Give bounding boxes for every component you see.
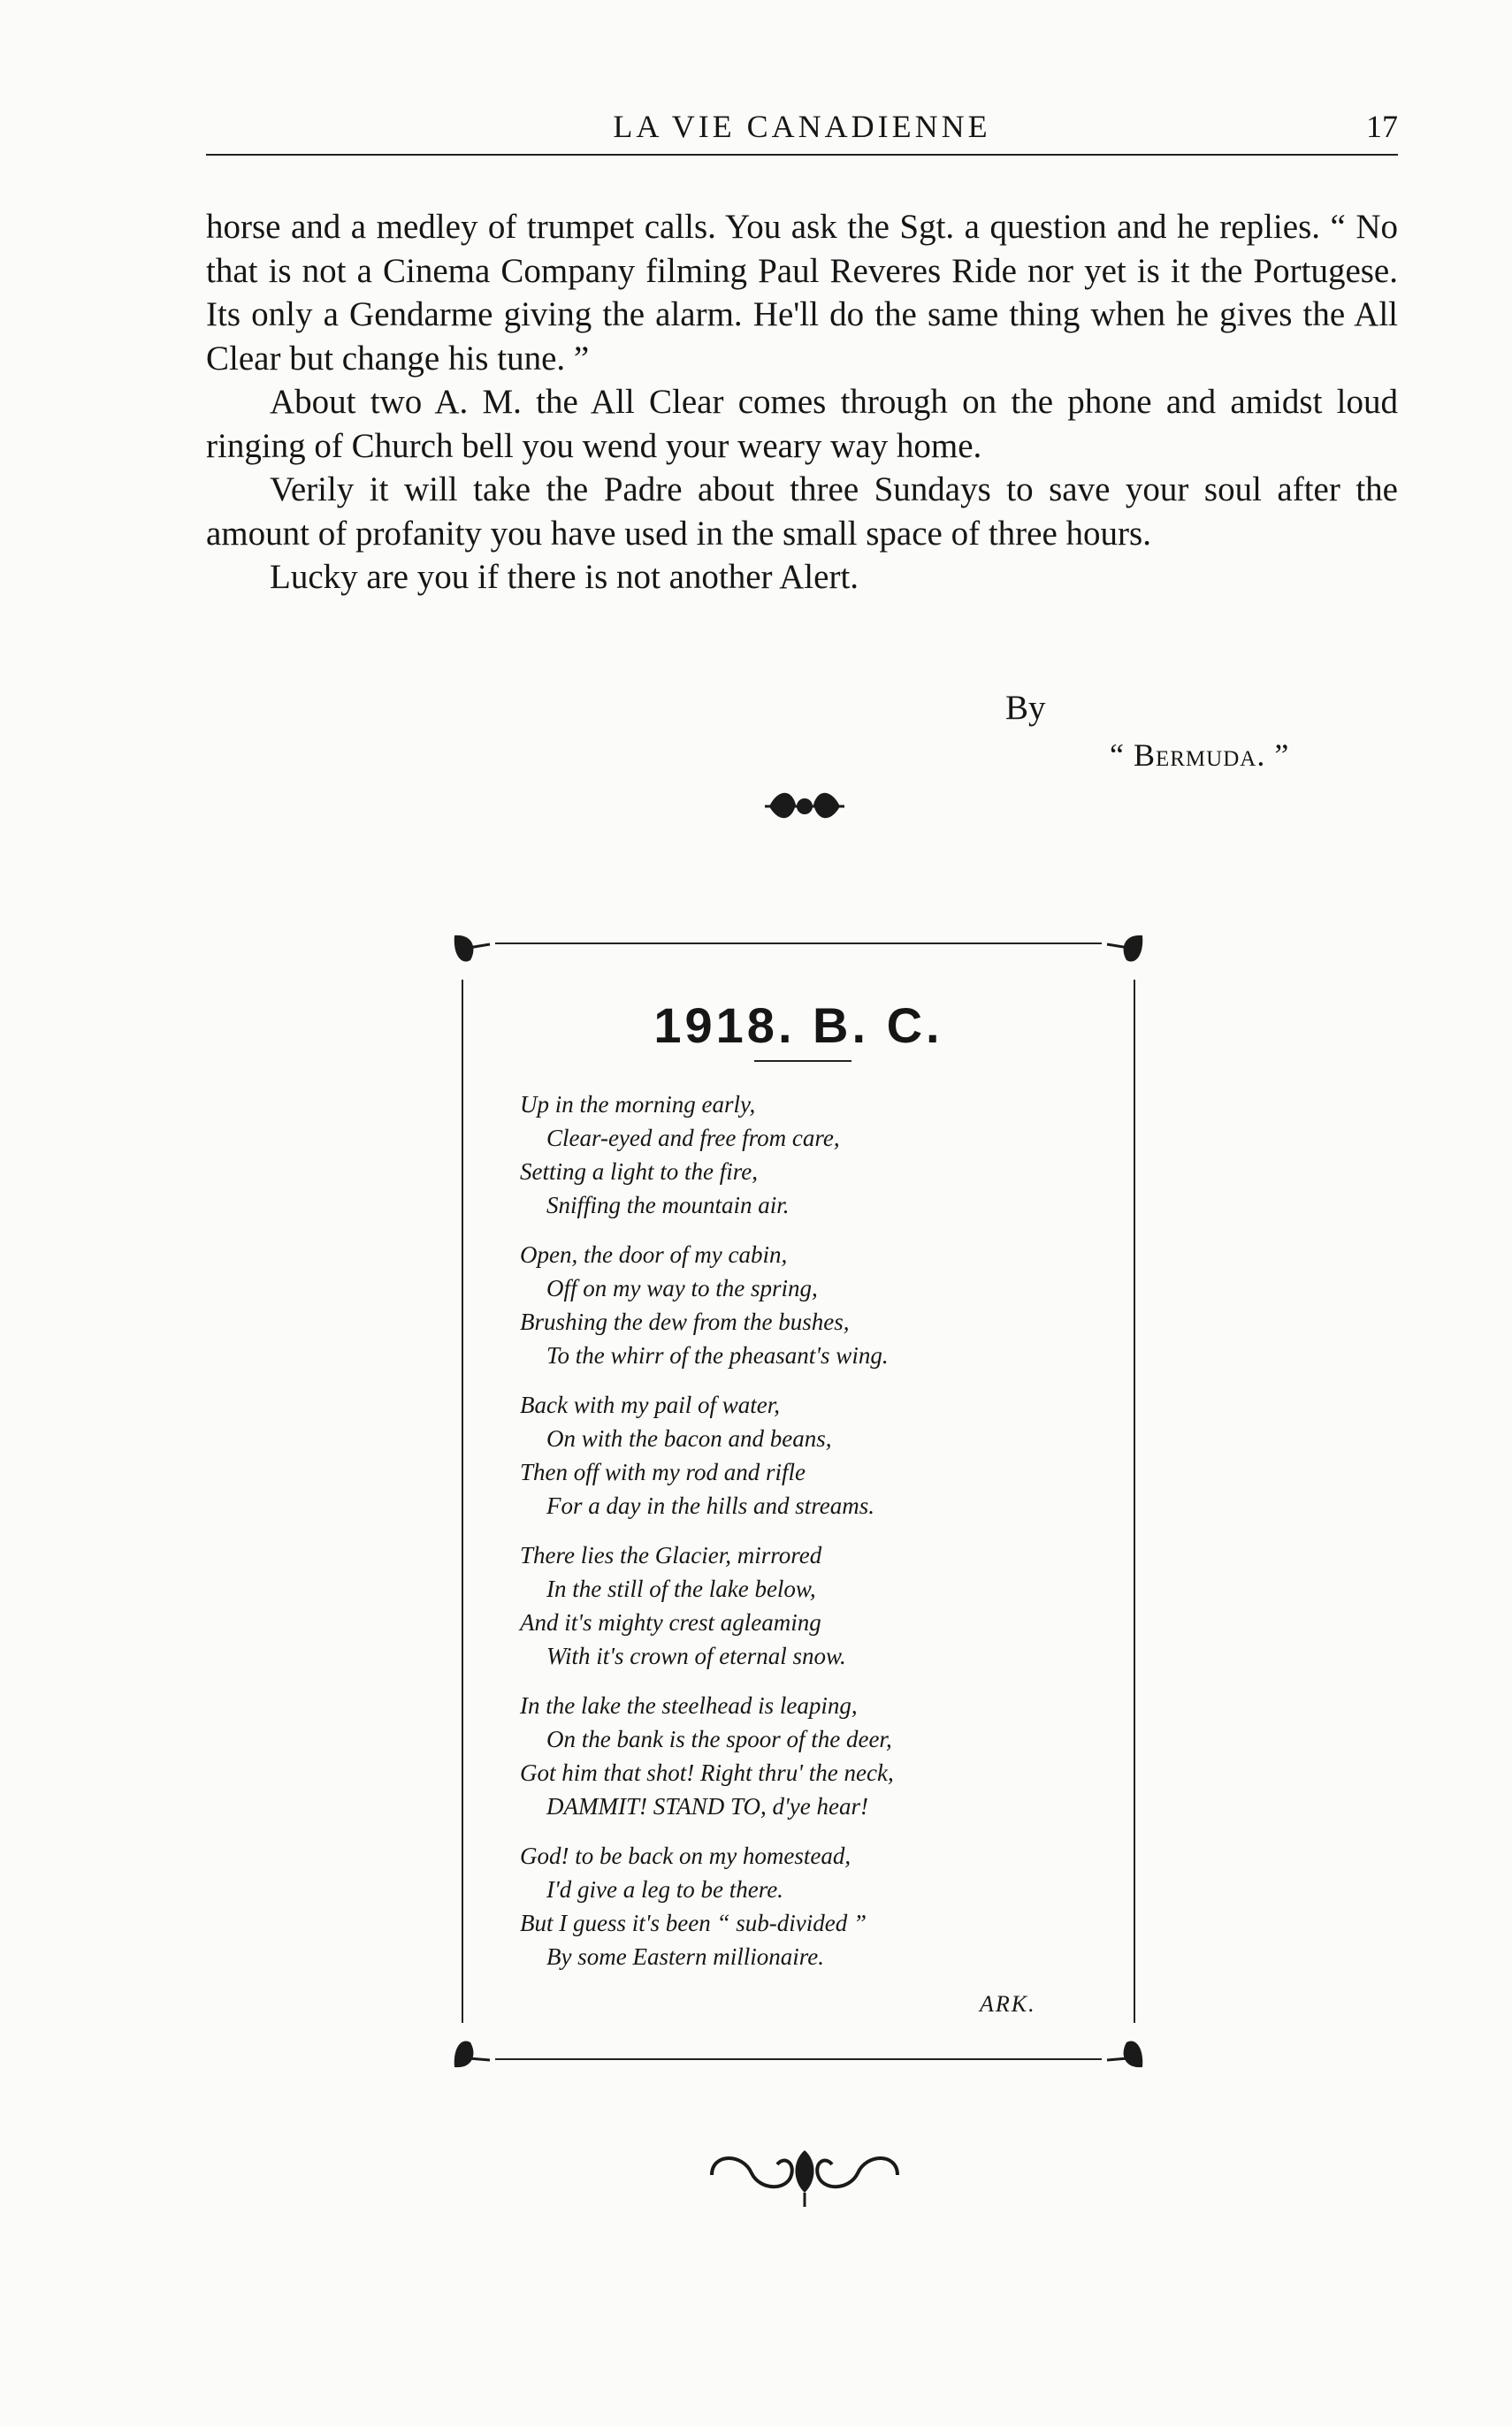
frame-border-right <box>1134 980 1135 2023</box>
prose-body <box>206 205 1398 599</box>
frame-border-left <box>462 980 463 2023</box>
poem-line: In the lake the steelhead is leaping, <box>520 1692 858 1719</box>
corner-leaf-icon <box>449 2026 495 2072</box>
signature <box>1110 736 1289 774</box>
poem-stanza <box>520 1088 1086 1222</box>
poem-line: Sniffing the mountain air. <box>546 1192 790 1218</box>
poem-line: Brushing the dew from the bushes, <box>520 1309 850 1335</box>
poem-line: God! to be back on my homestead, <box>520 1843 851 1869</box>
paragraph: Lucky are you if there is not another Alert. <box>270 558 859 596</box>
running-title: LA VIE CANADIENNE <box>613 109 991 144</box>
poem-line: With it's crown of eternal snow. <box>546 1643 846 1669</box>
frame-border-bottom <box>495 2058 1102 2060</box>
signature-text: “ Bermuda. ” <box>1110 737 1290 773</box>
poem-stanza <box>520 1689 1086 1823</box>
poem-line: On the bank is the spoor of the deer, <box>546 1726 892 1752</box>
byline: By <box>1005 689 1046 727</box>
poem-author: ARK. <box>980 1991 1036 2017</box>
poem-line: Got him that shot! Right thru' the neck, <box>520 1759 894 1786</box>
poem-line: On with the bacon and beans, <box>546 1425 832 1452</box>
poem-line: But I guess it's been “ sub-divided ” <box>520 1910 867 1936</box>
floral-ornament-icon <box>760 780 849 833</box>
header-rule <box>206 154 1398 156</box>
poem-line: To the whirr of the pheasant's wing. <box>546 1342 889 1369</box>
poem-line: I'd give a leg to be there. <box>546 1876 783 1903</box>
paragraph: About two A. M. the All Clear comes through on the phone and amidst loud ringing of Church bell you wend your weary way home. <box>206 383 1398 465</box>
poem-line: Then off with my rod and rifle <box>520 1459 806 1485</box>
frame-border-top <box>495 943 1102 944</box>
poem-line: And it's mighty crest agleaming <box>520 1609 821 1636</box>
poem-line: Off on my way to the spring, <box>546 1275 818 1301</box>
poem-title: 1918. B. C. <box>653 997 943 1053</box>
poem-stanza <box>520 1538 1086 1673</box>
corner-leaf-icon <box>1102 930 1148 976</box>
title-rule <box>754 1060 851 1062</box>
poem-stanza <box>520 1238 1086 1372</box>
poem-line: There lies the Glacier, mirrored <box>520 1542 822 1568</box>
corner-leaf-icon <box>1102 2026 1148 2072</box>
poem-line: In the still of the lake below, <box>546 1576 816 1602</box>
page-number: 17 <box>1366 109 1398 144</box>
corner-leaf-icon <box>449 930 495 976</box>
paragraph: Verily it will take the Padre about three Sundays to save your soul after the amount of profanity you have used in the small space of three hours. <box>206 470 1398 553</box>
scroll-ornament-icon <box>703 2140 906 2210</box>
poem-line: DAMMIT! STAND TO, d'ye hear! <box>546 1793 868 1820</box>
poem-line: Open, the door of my cabin, <box>520 1241 788 1268</box>
poem-line: Clear-eyed and free from care, <box>546 1125 840 1151</box>
poem-stanza <box>520 1839 1086 1973</box>
poem-line: Up in the morning early, <box>520 1091 756 1118</box>
poem-line: By some Eastern millionaire. <box>546 1943 824 1970</box>
poem-line: Back with my pail of water, <box>520 1392 780 1418</box>
page-header <box>206 104 1398 157</box>
poem-frame <box>449 930 1148 2072</box>
poem-line: For a day in the hills and streams. <box>546 1492 874 1519</box>
poem-line: Setting a light to the fire, <box>520 1158 758 1185</box>
paragraph: horse and a medley of trumpet calls. You ask the Sgt. a question and he replies. “ No that is not a Cinema Company filming Paul Reveres Ride nor yet is it the Portugese. Its only a Gendarme giving the alarm. He'll do the same thing when he gives the All Clear but change his tune. ” <box>206 208 1398 378</box>
poem-stanza <box>520 1388 1086 1523</box>
